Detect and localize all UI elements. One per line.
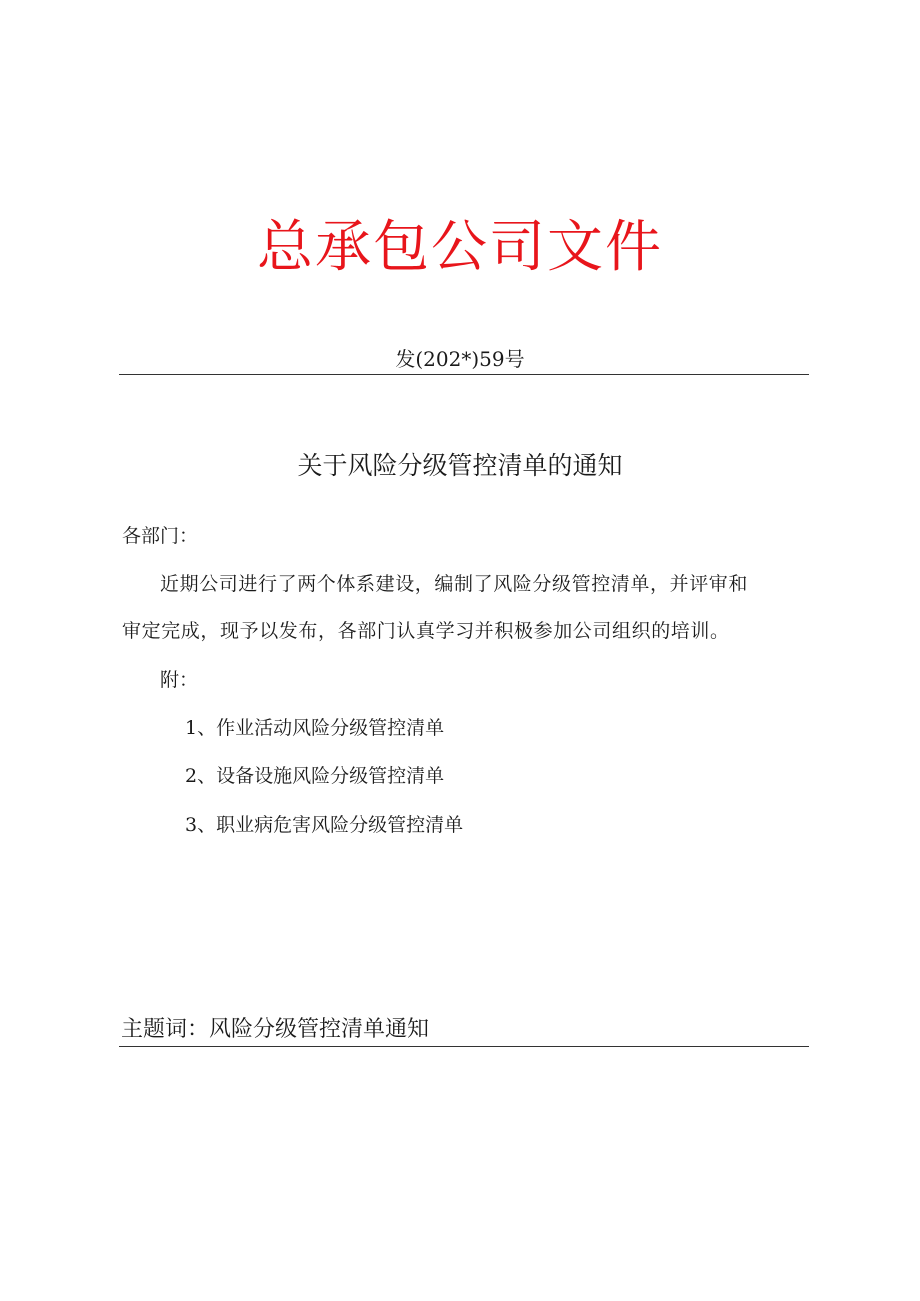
header-divider xyxy=(119,374,809,375)
subject-keywords: 主题词：风险分级管控清单通知 xyxy=(121,1017,430,1042)
document-header-title: 总承包公司文件 xyxy=(257,215,663,280)
document-number: 发(202*)59号 xyxy=(395,347,525,371)
salutation: 各部门： xyxy=(122,525,199,547)
body-paragraph-line-2: 审定完成，现予以发布，各部门认真学习并积极参加公司组织的培训。 xyxy=(122,620,730,642)
notice-title: 关于风险分级管控清单的通知 xyxy=(297,451,623,480)
attachments-label: 附： xyxy=(160,669,199,691)
body-paragraph-line-1: 近期公司进行了两个体系建设，编制了风险分级管控清单，并评审和 xyxy=(160,573,749,595)
attachment-item: 1、作业活动风险分级管控清单 xyxy=(185,717,445,739)
footer-divider xyxy=(119,1046,809,1047)
attachment-item: 2、设备设施风险分级管控清单 xyxy=(185,765,445,787)
attachment-item: 3、职业病危害风险分级管控清单 xyxy=(185,814,464,836)
